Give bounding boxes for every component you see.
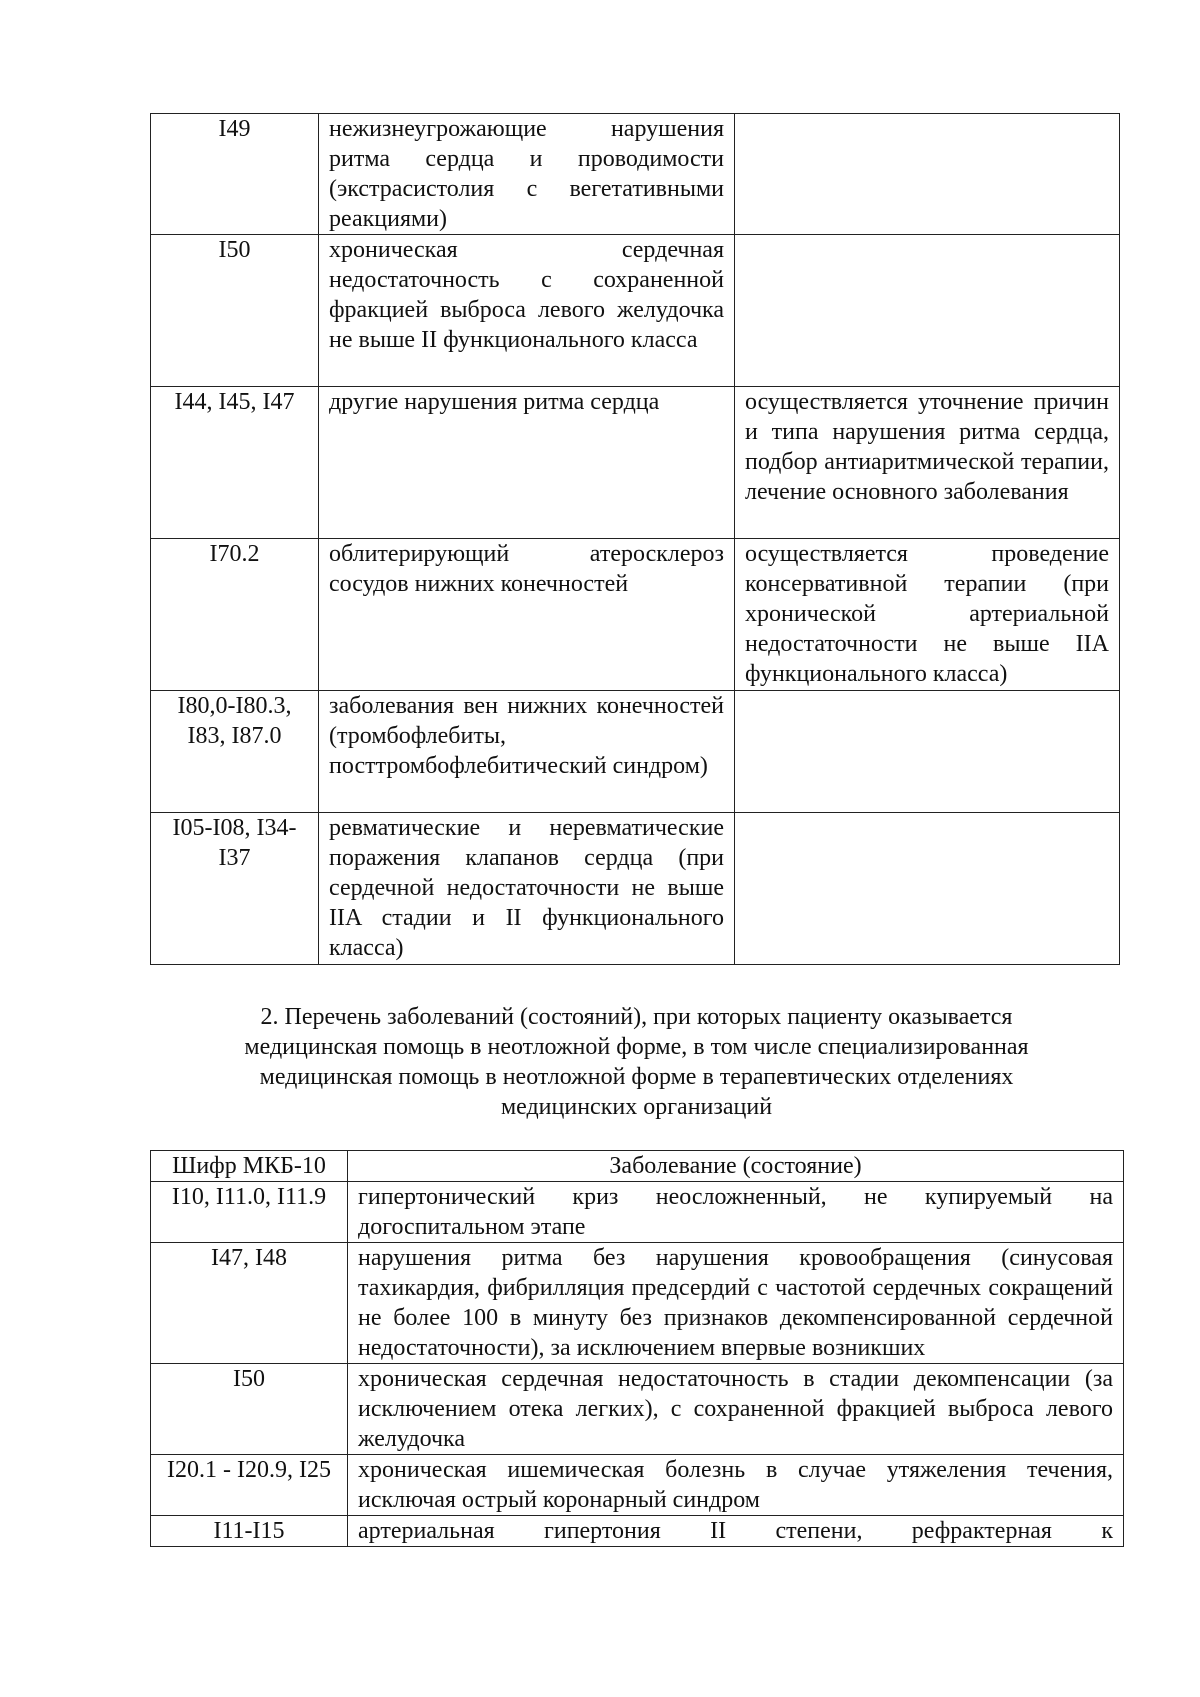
icd-code-cell: I11-I15 — [151, 1516, 348, 1547]
table-row — [151, 1516, 1124, 1547]
table-row — [151, 1455, 1124, 1516]
disease-cell: нежизнеугрожающие нарушения ритма сердца и проводимости (экстрасистолия с вегетативными реакциями) — [319, 114, 735, 235]
heading-line: 2. Перечень заболеваний (состояний), при которых пациенту оказывается — [260, 1004, 1013, 1030]
disease-cell: артериальная гипертония II степени, рефрактерная к — [348, 1516, 1124, 1547]
table-row — [151, 1243, 1124, 1364]
heading-line: медицинская помощь в неотложной форме, в том числе специализированная — [244, 1034, 1029, 1060]
icd-code-cell: I47, I48 — [151, 1243, 348, 1364]
table-row — [151, 387, 1120, 539]
heading-line: медицинская помощь в неотложной форме в терапевтических отделениях — [259, 1064, 1014, 1090]
icd-code-cell: I80,0-I80.3, I83, I87.0 — [151, 691, 319, 813]
table-row — [151, 235, 1120, 387]
disease-cell: нарушения ритма без нарушения кровообращения (синусовая тахикардия, фибрилляция предсердий с частотой сердечных сокращений не более 100 в минуту без признаков декомпенсированной сердечной недостаточности), за исключением впервые возникших — [348, 1243, 1124, 1364]
column-header-icd: Шифр МКБ-10 — [151, 1151, 348, 1182]
icd-code-cell: I49 — [151, 114, 319, 235]
note-cell — [735, 114, 1120, 235]
icd-code-cell: I05-I08, I34-I37 — [151, 813, 319, 965]
section-2-heading — [150, 1002, 1123, 1122]
note-cell: осуществляется уточнение причин и типа нарушения ритма сердца, подбор антиаритмической терапии, лечение основного заболевания — [735, 387, 1120, 539]
disease-cell: хроническая сердечная недостаточность с сохраненной фракцией выброса левого желудочка не выше II функционального класса — [319, 235, 735, 387]
diseases-table-2 — [150, 1150, 1124, 1547]
icd-code-cell: I50 — [151, 235, 319, 387]
diseases-table-1 — [150, 113, 1120, 965]
table-row — [151, 691, 1120, 813]
heading-line: медицинских организаций — [500, 1094, 773, 1120]
note-cell — [735, 813, 1120, 965]
table-row — [151, 539, 1120, 691]
disease-cell: заболевания вен нижних конечностей (тромбофлебиты, посттромбофлебитический синдром) — [319, 691, 735, 813]
disease-cell: гипертонический криз неосложненный, не купируемый на догоспитальном этапе — [348, 1182, 1124, 1243]
icd-code-cell: I44, I45, I47 — [151, 387, 319, 539]
table-row — [151, 1182, 1124, 1243]
icd-code-cell: I10, I11.0, I11.9 — [151, 1182, 348, 1243]
note-cell — [735, 691, 1120, 813]
table-row — [151, 114, 1120, 235]
disease-cell: ревматические и неревматические поражения клапанов сердца (при сердечной недостаточности не выше IIA стадии и II функционального класса) — [319, 813, 735, 965]
icd-code-cell: I50 — [151, 1364, 348, 1455]
note-cell: осуществляется проведение консервативной терапии (при хронической артериальной недостаточности не выше IIA функционального класса) — [735, 539, 1120, 691]
icd-code-cell: I70.2 — [151, 539, 319, 691]
disease-cell: хроническая сердечная недостаточность в стадии декомпенсации (за исключением отека легких), с сохраненной фракцией выброса левого желудочка — [348, 1364, 1124, 1455]
disease-cell: облитерирующий атеросклероз сосудов нижних конечностей — [319, 539, 735, 691]
disease-cell: другие нарушения ритма сердца — [319, 387, 735, 539]
table-row — [151, 1364, 1124, 1455]
icd-code-cell: I20.1 - I20.9, I25 — [151, 1455, 348, 1516]
table-row — [151, 813, 1120, 965]
note-cell — [735, 235, 1120, 387]
table-header-row — [151, 1151, 1124, 1182]
disease-cell: хроническая ишемическая болезнь в случае утяжеления течения, исключая острый коронарный синдром — [348, 1455, 1124, 1516]
column-header-disease: Заболевание (состояние) — [348, 1151, 1124, 1182]
